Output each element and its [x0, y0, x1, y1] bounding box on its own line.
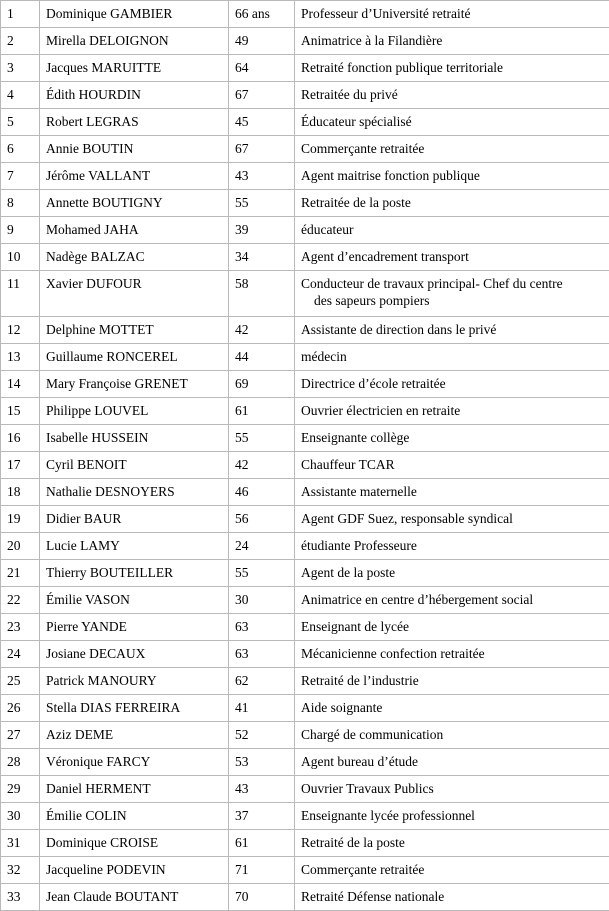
cell-age: 30 — [229, 587, 295, 614]
cell-number: 32 — [1, 857, 40, 884]
table-row — [1, 28, 609, 55]
table-row — [1, 317, 609, 344]
table-row — [1, 136, 609, 163]
cell-name: Philippe LOUVEL — [40, 398, 229, 425]
cell-age: 43 — [229, 776, 295, 803]
cell-number: 4 — [1, 82, 40, 109]
cell-occupation: médecin — [295, 344, 609, 371]
cell-occupation: Retraitée du privé — [295, 82, 609, 109]
cell-number: 9 — [1, 217, 40, 244]
cell-number: 2 — [1, 28, 40, 55]
cell-age: 49 — [229, 28, 295, 55]
cell-age: 46 — [229, 479, 295, 506]
cell-number: 23 — [1, 614, 40, 641]
cell-name: Guillaume RONCEREL — [40, 344, 229, 371]
table-row — [1, 217, 609, 244]
table-row — [1, 271, 609, 317]
cell-age: 71 — [229, 857, 295, 884]
table-row — [1, 641, 609, 668]
table-row — [1, 668, 609, 695]
cell-occupation: Retraitée de la poste — [295, 190, 609, 217]
occupation-line-1: Conducteur de travaux principal- Chef du centre — [301, 276, 563, 291]
cell-name: Josiane DECAUX — [40, 641, 229, 668]
cell-occupation: Directrice d’école retraitée — [295, 371, 609, 398]
table-row — [1, 506, 609, 533]
table-row — [1, 398, 609, 425]
cell-occupation: Professeur d’Université retraité — [295, 1, 609, 28]
table-row — [1, 614, 609, 641]
cell-occupation: Agent maitrise fonction publique — [295, 163, 609, 190]
cell-occupation: éducateur — [295, 217, 609, 244]
cell-age: 63 — [229, 641, 295, 668]
table-row — [1, 830, 609, 857]
cell-occupation: Chargé de communication — [295, 722, 609, 749]
cell-age: 44 — [229, 344, 295, 371]
cell-occupation: Ouvrier électricien en retraite — [295, 398, 609, 425]
cell-name: Mary Françoise GRENET — [40, 371, 229, 398]
cell-name: Thierry BOUTEILLER — [40, 560, 229, 587]
cell-name: Nathalie DESNOYERS — [40, 479, 229, 506]
cell-name: Annette BOUTIGNY — [40, 190, 229, 217]
table-row — [1, 344, 609, 371]
table-row — [1, 857, 609, 884]
cell-age: 64 — [229, 55, 295, 82]
table-body — [1, 1, 609, 911]
cell-number: 15 — [1, 398, 40, 425]
cell-age: 61 — [229, 398, 295, 425]
cell-occupation — [295, 271, 609, 317]
cell-age: 69 — [229, 371, 295, 398]
cell-occupation: Agent d’encadrement transport — [295, 244, 609, 271]
cell-occupation: Ouvrier Travaux Publics — [295, 776, 609, 803]
cell-name: Aziz DEME — [40, 722, 229, 749]
cell-occupation: Enseignante collège — [295, 425, 609, 452]
cell-number: 18 — [1, 479, 40, 506]
cell-name: Daniel HERMENT — [40, 776, 229, 803]
table-row — [1, 190, 609, 217]
cell-name: Xavier DUFOUR — [40, 271, 229, 317]
cell-age: 55 — [229, 425, 295, 452]
cell-age: 45 — [229, 109, 295, 136]
cell-occupation: Retraité fonction publique territoriale — [295, 55, 609, 82]
table-row — [1, 109, 609, 136]
cell-occupation: Assistante maternelle — [295, 479, 609, 506]
cell-number: 1 — [1, 1, 40, 28]
cell-occupation: Mécanicienne confection retraitée — [295, 641, 609, 668]
cell-name: Pierre YANDE — [40, 614, 229, 641]
cell-age: 24 — [229, 533, 295, 560]
cell-occupation: Animatrice à la Filandière — [295, 28, 609, 55]
cell-age: 43 — [229, 163, 295, 190]
cell-occupation: Retraité de la poste — [295, 830, 609, 857]
cell-age: 41 — [229, 695, 295, 722]
cell-name: Jacqueline PODEVIN — [40, 857, 229, 884]
cell-occupation: Animatrice en centre d’hébergement social — [295, 587, 609, 614]
cell-number: 16 — [1, 425, 40, 452]
occupation-line-2: des sapeurs pompiers — [301, 292, 609, 309]
cell-age: 34 — [229, 244, 295, 271]
cell-age: 67 — [229, 82, 295, 109]
cell-age: 55 — [229, 560, 295, 587]
cell-age: 58 — [229, 271, 295, 317]
cell-name: Émilie COLIN — [40, 803, 229, 830]
cell-number: 13 — [1, 344, 40, 371]
cell-number: 25 — [1, 668, 40, 695]
cell-number: 19 — [1, 506, 40, 533]
cell-occupation: Chauffeur TCAR — [295, 452, 609, 479]
cell-number: 20 — [1, 533, 40, 560]
cell-name: Patrick MANOURY — [40, 668, 229, 695]
cell-number: 3 — [1, 55, 40, 82]
cell-age: 56 — [229, 506, 295, 533]
cell-age: 52 — [229, 722, 295, 749]
cell-name: Édith HOURDIN — [40, 82, 229, 109]
table-row — [1, 776, 609, 803]
cell-number: 31 — [1, 830, 40, 857]
cell-occupation: Retraité de l’industrie — [295, 668, 609, 695]
cell-occupation: Commerçante retraitée — [295, 136, 609, 163]
cell-name: Véronique FARCY — [40, 749, 229, 776]
cell-occupation: étudiante Professeure — [295, 533, 609, 560]
cell-number: 30 — [1, 803, 40, 830]
cell-age: 62 — [229, 668, 295, 695]
cell-name: Nadège BALZAC — [40, 244, 229, 271]
cell-age: 53 — [229, 749, 295, 776]
cell-number: 33 — [1, 884, 40, 911]
table-row — [1, 749, 609, 776]
cell-number: 28 — [1, 749, 40, 776]
table-row — [1, 425, 609, 452]
cell-name: Stella DIAS FERREIRA — [40, 695, 229, 722]
cell-age: 63 — [229, 614, 295, 641]
table-row — [1, 1, 609, 28]
cell-number: 27 — [1, 722, 40, 749]
table-row — [1, 533, 609, 560]
cell-age: 37 — [229, 803, 295, 830]
table-row — [1, 695, 609, 722]
cell-occupation: Agent bureau d’étude — [295, 749, 609, 776]
cell-occupation: Commerçante retraitée — [295, 857, 609, 884]
cell-age: 70 — [229, 884, 295, 911]
cell-age: 67 — [229, 136, 295, 163]
cell-number: 6 — [1, 136, 40, 163]
cell-number: 12 — [1, 317, 40, 344]
table-row — [1, 722, 609, 749]
cell-number: 10 — [1, 244, 40, 271]
cell-number: 14 — [1, 371, 40, 398]
table-row — [1, 163, 609, 190]
cell-occupation: Aide soignante — [295, 695, 609, 722]
table-row — [1, 371, 609, 398]
cell-name: Cyril BENOIT — [40, 452, 229, 479]
table-row — [1, 479, 609, 506]
cell-occupation: Agent GDF Suez, responsable syndical — [295, 506, 609, 533]
cell-name: Annie BOUTIN — [40, 136, 229, 163]
cell-occupation: Enseignant de lycée — [295, 614, 609, 641]
cell-occupation: Retraité Défense nationale — [295, 884, 609, 911]
cell-number: 11 — [1, 271, 40, 317]
cell-name: Lucie LAMY — [40, 533, 229, 560]
cell-name: Émilie VASON — [40, 587, 229, 614]
cell-age: 66 ans — [229, 1, 295, 28]
cell-number: 24 — [1, 641, 40, 668]
cell-name: Isabelle HUSSEIN — [40, 425, 229, 452]
cell-occupation: Éducateur spécialisé — [295, 109, 609, 136]
cell-occupation: Agent de la poste — [295, 560, 609, 587]
cell-name: Jérôme VALLANT — [40, 163, 229, 190]
table-row — [1, 452, 609, 479]
cell-age: 39 — [229, 217, 295, 244]
table-row — [1, 244, 609, 271]
cell-name: Dominique GAMBIER — [40, 1, 229, 28]
cell-number: 17 — [1, 452, 40, 479]
cell-number: 7 — [1, 163, 40, 190]
cell-name: Dominique CROISE — [40, 830, 229, 857]
cell-age: 42 — [229, 317, 295, 344]
table-row — [1, 82, 609, 109]
cell-name: Delphine MOTTET — [40, 317, 229, 344]
cell-name: Didier BAUR — [40, 506, 229, 533]
table-row — [1, 55, 609, 82]
table-row — [1, 560, 609, 587]
table-row — [1, 884, 609, 911]
cell-name: Robert LEGRAS — [40, 109, 229, 136]
cell-number: 29 — [1, 776, 40, 803]
cell-occupation: Enseignante lycée professionnel — [295, 803, 609, 830]
table-row — [1, 803, 609, 830]
cell-name: Jacques MARUITTE — [40, 55, 229, 82]
cell-number: 8 — [1, 190, 40, 217]
cell-name: Jean Claude BOUTANT — [40, 884, 229, 911]
cell-age: 61 — [229, 830, 295, 857]
cell-number: 21 — [1, 560, 40, 587]
cell-number: 5 — [1, 109, 40, 136]
cell-occupation: Assistante de direction dans le privé — [295, 317, 609, 344]
cell-age: 42 — [229, 452, 295, 479]
cell-number: 22 — [1, 587, 40, 614]
cell-name: Mohamed JAHA — [40, 217, 229, 244]
cell-age: 55 — [229, 190, 295, 217]
cell-number: 26 — [1, 695, 40, 722]
cell-name: Mirella DELOIGNON — [40, 28, 229, 55]
table-row — [1, 587, 609, 614]
